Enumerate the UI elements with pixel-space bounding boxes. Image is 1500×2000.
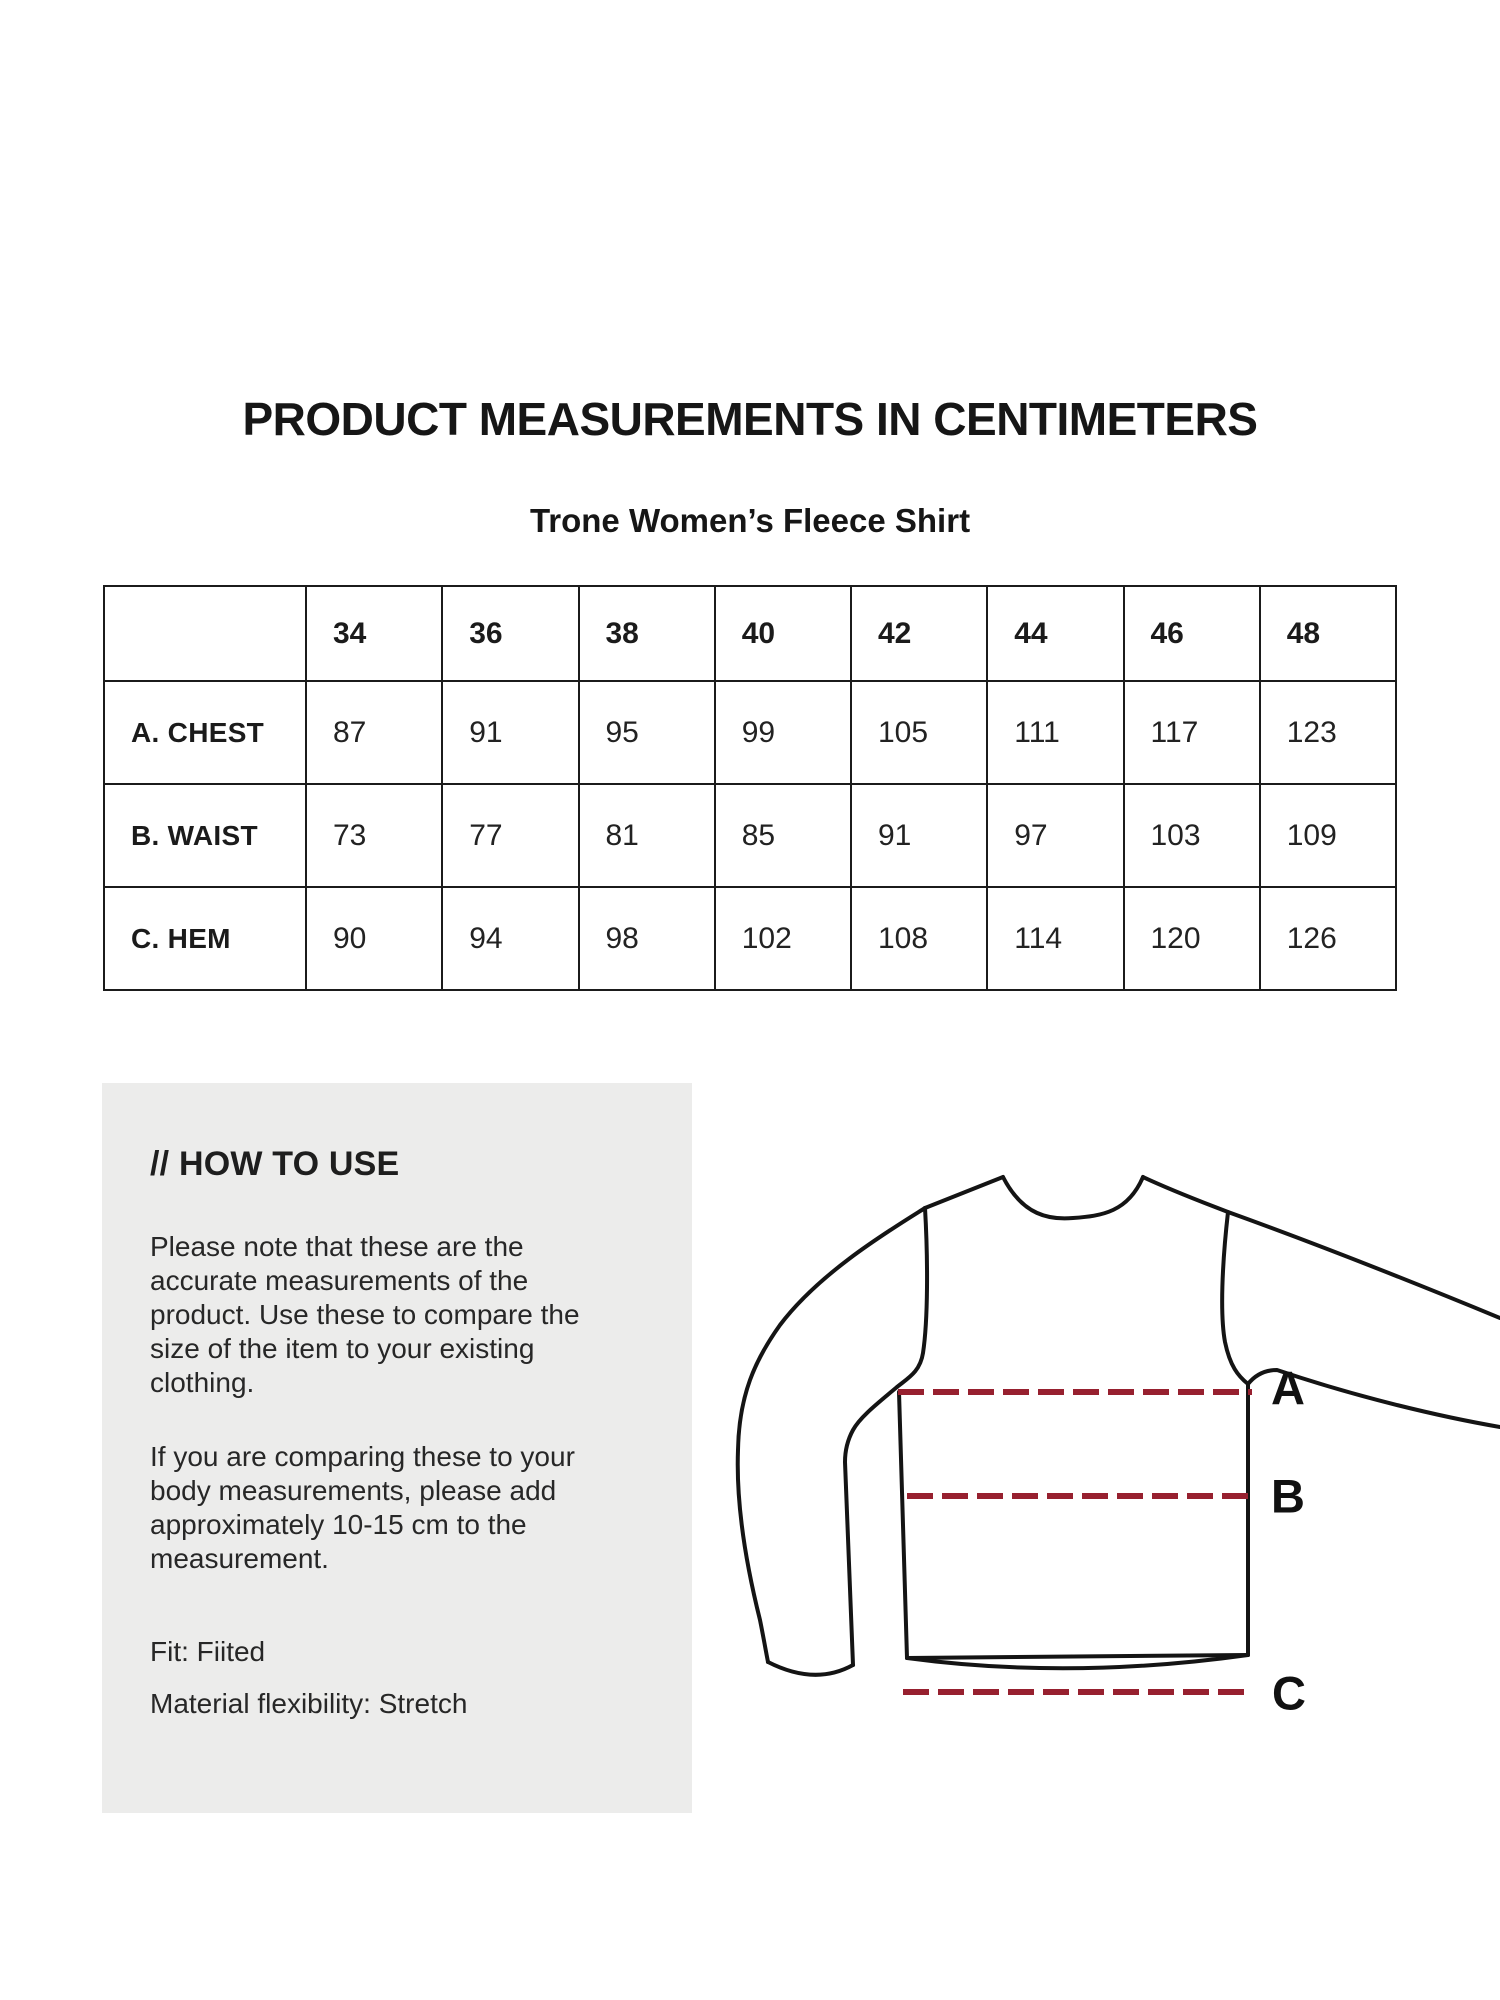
how-to-use-paragraph: Please note that these are the accurate measurements of the product. Use these to compare the size of the item to your existing clothing.: [150, 1231, 580, 1398]
measurement-label: A. CHEST: [104, 681, 306, 784]
size-header-row: [104, 586, 1396, 681]
measurement-value: 94: [442, 887, 578, 990]
measurement-value: 111: [987, 681, 1123, 784]
shirt-measurement-diagram: [720, 1140, 1500, 1800]
size-header-cell: 38: [579, 586, 715, 681]
hem-line-label: C: [1272, 1666, 1306, 1720]
measurement-value: 73: [306, 784, 442, 887]
fit-note: Fit: Fiited: [150, 1636, 266, 1667]
measurement-value: 81: [579, 784, 715, 887]
measurement-label: B. WAIST: [104, 784, 306, 887]
waist-line-label: B: [1271, 1469, 1305, 1523]
measurement-value: 87: [306, 681, 442, 784]
how-to-use-paragraph: If you are comparing these to your body measurements, please add approximately 10-15 cm to the measurement.: [150, 1441, 575, 1574]
measurement-row-waist: [104, 784, 1396, 887]
measurement-label: C. HEM: [104, 887, 306, 990]
how-to-use-panel: [102, 1083, 692, 1813]
measurement-value: 90: [306, 887, 442, 990]
measurement-row-chest: [104, 681, 1396, 784]
measurement-row-hem: [104, 887, 1396, 990]
shirt-neckline: [1003, 1177, 1143, 1218]
measurement-value: 126: [1260, 887, 1396, 990]
measurement-value: 108: [851, 887, 987, 990]
product-name: Trone Women’s Fleece Shirt: [529, 502, 971, 539]
measurement-value: 99: [715, 681, 851, 784]
size-header-cell: 40: [715, 586, 851, 681]
size-header-cell: 44: [987, 586, 1123, 681]
page-title: PRODUCT MEASUREMENTS IN CENTIMETERS: [242, 393, 1258, 445]
measurement-value: 123: [1260, 681, 1396, 784]
measurement-value: 109: [1260, 784, 1396, 887]
measurement-value: 102: [715, 887, 851, 990]
shirt-left-armhole: [897, 1208, 927, 1387]
size-header-cell: 36: [442, 586, 578, 681]
size-header-cell: 48: [1260, 586, 1396, 681]
measurement-value: 114: [987, 887, 1123, 990]
measurement-value: 85: [715, 784, 851, 887]
measurement-value: 97: [987, 784, 1123, 887]
measurement-value: 91: [851, 784, 987, 887]
shirt-left-sleeve-outer: [738, 1208, 925, 1662]
measurement-value: 91: [442, 681, 578, 784]
shirt-left-cuff: [768, 1662, 853, 1675]
how-to-use-heading: // HOW TO USE: [150, 1145, 400, 1183]
size-header-cell: 34: [306, 586, 442, 681]
chest-line-label: A: [1271, 1361, 1305, 1415]
material-note: Material flexibility: Stretch: [150, 1688, 468, 1719]
shirt-left-shoulder: [925, 1177, 1003, 1208]
size-header-cell: 46: [1124, 586, 1260, 681]
measurement-value: 105: [851, 681, 987, 784]
measurement-value: 98: [579, 887, 715, 990]
shirt-body-left-edge: [899, 1392, 907, 1658]
shirt-hem: [907, 1655, 1248, 1658]
measurement-value: 95: [579, 681, 715, 784]
table-corner-cell: [104, 586, 306, 681]
shirt-left-sleeve-inner: [845, 1387, 897, 1665]
size-header-cell: 42: [851, 586, 987, 681]
measurement-value: 117: [1124, 681, 1260, 784]
measurement-value: 120: [1124, 887, 1260, 990]
measurement-value: 77: [442, 784, 578, 887]
shirt-right-sleeve-top: [1143, 1177, 1500, 1318]
shirt-right-armhole: [1222, 1212, 1248, 1384]
measurement-value: 103: [1124, 784, 1260, 887]
size-table: [103, 585, 1397, 991]
